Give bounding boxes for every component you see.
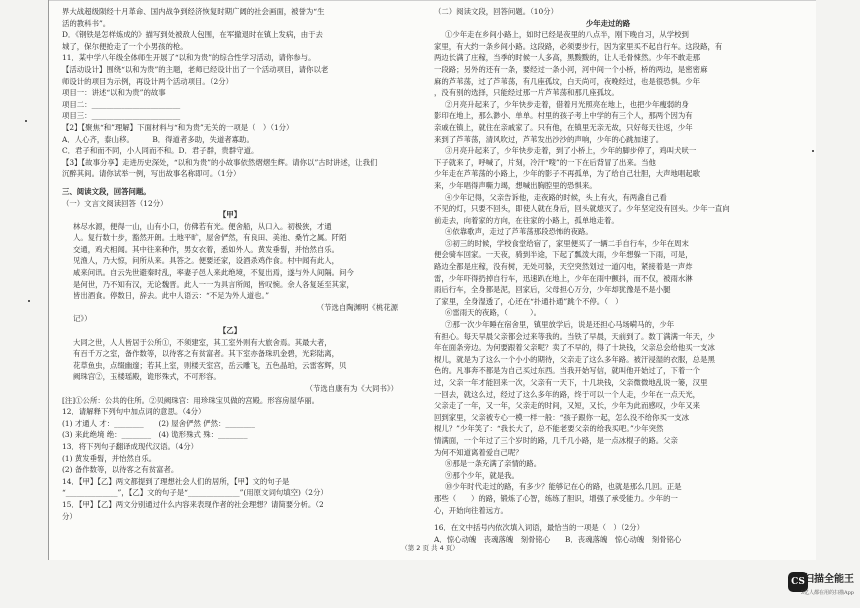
right-column-line: 麻的芦苇荡，过了芦苇荡，有几座孤坟，白天尚可，夜晚经过，也是很恐惧。少年 <box>434 76 701 86</box>
left-column-line: （一）文言文阅读回答（12分） <box>62 198 168 208</box>
left-column-line: 14．【甲】【乙】两文都提到了理想社会人们的居所，【甲】文的句子是 <box>62 476 290 486</box>
binding-margin-line <box>48 0 49 560</box>
right-column-line: ⑧那是一条充满了亲情的路。 <box>445 459 542 469</box>
left-column-line: 分） <box>62 511 77 521</box>
right-column-line: 少年走过的路 <box>585 18 631 28</box>
left-column-line: D．《钢铁是怎样炼成的》描写到处被敌人包围，在军撤退时在镇上发病，由于去 <box>62 30 323 40</box>
right-column-line: 两边长满了庄稼，当季的时候一人多高，黑黢黢的，让人毛骨悚然。少年不敢走那 <box>434 53 701 63</box>
right-column-line: ⑤初三的时候，学校食堂给宿了，家里便买了一辆二手自行车，少年在周末 <box>445 238 689 248</box>
right-column-line: 情满面，一个年过了三个岁时的路，几千几小路，是一点冰棍子的路。父亲 <box>434 435 678 445</box>
left-column-line: (2) 备作数等，以待客之有贫富者。 <box>62 465 179 475</box>
right-column-line: A．惊心动魄 丧魂落魄 刻骨铭心 B．丧魂落魄 惊心动魄 刻骨铭心 <box>434 534 682 544</box>
right-column-line: 心，开始向往着远方。 <box>434 505 508 515</box>
right-column-line: ②月亮升起来了，少年快步走着，借着月光照亮在地上，也把少年瘦弱的身 <box>445 99 689 109</box>
right-column-line: 那些（ ）的路，锻炼了心智，练练了胆识，增强了承受能力。少年的一 <box>434 493 678 503</box>
scan-speck <box>25 120 27 122</box>
left-column-line: (3) 来此绝境 绝：________ (4) 诡形殊式 殊：________ <box>62 430 248 440</box>
left-column-line: 11．某中学八年级全体师生开展了“以和为贵”的综合性学习活动，请你参与。 <box>62 53 316 63</box>
right-column-line: ③月亮升起来了，少年快步走着，到了小桥上，少年的脚步停了，鸡叫犬吠一 <box>445 146 697 156</box>
left-column-line: C．君子和而不同，小人同而不和。D．君子群，贵群守道。 <box>62 146 259 156</box>
right-column-line: ⑨那个少年，就是我。 <box>445 470 519 480</box>
left-column-line: 有百千万之室，备作数等，以待客之有贫富者。其下室亦备珠玑金碧，光彩陆离， <box>73 349 340 359</box>
right-column-line: 年在面条旁边。为何要跟着父亲呢？卖了不早的，得了十块钱，父亲总会给他买一支冰 <box>434 343 715 353</box>
left-column-line: 【活动设计】围绕“以和为贵”的主题，老师已经设计出了一个活动项目，请你以老 <box>62 64 329 74</box>
left-column-line: 见渔人，乃大惊，问所从来。具答之。便要还家，设酒杀鸡作食。村中闻有此人， <box>73 256 340 266</box>
right-column-line: 了家里，全身湿透了，心还在“扑通扑通”跳个不停。（ ） <box>434 296 623 306</box>
left-column-line: 城了，保尔便抢走了一个小男孩的枪。 <box>62 41 188 51</box>
right-column-line: 色的。凡事奔不都是为自己买过东西。当我开始写信，就叫他开始过了，下着一个 <box>434 366 701 376</box>
scanner-app-subtitle: 3亿人都在用的扫描App <box>800 590 854 596</box>
left-column-line: （节选自康有为《大同书》） <box>305 384 398 393</box>
right-column-line: （二）阅读文段，回答问题。（10分） <box>434 7 558 16</box>
right-column-line: ④少年记得，父亲告诉他，走夜路的时候，头上有火，有两盏自己看 <box>445 192 667 202</box>
right-column-line: 一段路；另外的还有一条，要经过一条小河，河中间一个小桥，桥的两边，是密密麻 <box>434 64 708 74</box>
right-column-line: 一回去，就这么过，经过了这么多年的路，终于可以一个人走，少年在一点天光， <box>434 389 701 399</box>
left-column-line: 记》） <box>73 314 92 324</box>
left-column-line: 【甲】 <box>218 210 242 220</box>
left-column-line: 13．将下列句子翻译成现代汉语。（4分） <box>62 441 199 451</box>
right-column-line: 父亲走了一年，又一年，父亲走的时间，又短，又长，少年为此而感叹，少年又来 <box>434 401 701 411</box>
right-column-line: 来，少年唱得声嘶力竭，想喊出胸腔里的恐惧来。 <box>434 180 597 190</box>
left-column-line: 12．请解释下列句中加点词的意思。（4分） <box>62 407 206 417</box>
right-column-line: ⑥雷雨天的夜路，（ ）。 <box>445 308 542 318</box>
right-column-line: 下子就来了，呼喊了，片刻，冷汗“嗖”的一下在后背冒了出来。当他 <box>434 157 656 167</box>
right-column-line: 过，父亲一年才能回来一次，父亲有一天下，十几块钱，父亲微微地乱说一篓，汉里 <box>434 378 708 387</box>
left-column-line: (1) 黄发垂髫，并怡然自乐。 <box>62 453 157 463</box>
left-column-line: 【2】【聚焦“和”理解】下面材料与“和为贵”无关的一项是（ ）（1分） <box>62 122 294 132</box>
left-column-line: 是何世，乃不知有汉，无论魏晋。此人一一为具言所闻，皆叹惋。余人各复延至其家， <box>73 279 354 289</box>
scanner-logo-icon: CS <box>788 572 808 592</box>
right-column-line: 16．在文中括号内依次填入词语，最恰当的一项是（ ）（2分） <box>434 523 644 533</box>
right-column-line: ，没有别的选择，只能经过那一片芦苇荡和那几座孤坟。 <box>434 88 619 98</box>
right-column-line: 少年走在芦苇荡的小路上，少年的影子不再孤单，为了给自己壮胆，大声地唱起歌 <box>434 169 701 179</box>
left-column-line: 阙珠宫②，玉楼瑶殿，诡形殊式，不可形容。 <box>73 372 221 382</box>
right-column <box>434 6 782 545</box>
right-column-line: 前走去，向着家的方向，在往家的小路上，孤单地走着。 <box>434 215 619 225</box>
right-column-line: 便会骑车回家。一天夜，骑到半途，下起了瓢泼大雨，少年想躲一下雨，可是， <box>434 250 693 260</box>
left-column-line: “______________”，【乙】文的句子是“______________”(用原文词句填空)（2分） <box>62 488 328 498</box>
right-column-line: 影印在地上，那么渺小、单单。村里的孩子考上中学的有三个人，那两个因为有 <box>434 111 693 121</box>
left-column-line: (1) 才通人 才：________ (2) 屋舍俨然 俨然：________ <box>62 418 255 428</box>
left-column-line: 【乙】 <box>218 326 242 336</box>
left-column-line: 师设计的项目为示例，再设计两个活动项目。（2分） <box>62 76 233 86</box>
right-column-line: 家里，有大约一条乡间小路。这段路，必须要步行，因为家里买不起自行车。这段路，有 <box>434 41 723 51</box>
left-column-line: [注]①公所：公共的住所。②贝阙珠宫：用珍珠宝贝做的宫殿。形容房屋华丽。 <box>62 395 320 405</box>
sheet-top-edge <box>48 0 816 1</box>
left-column-line: 项目三：________________________ <box>62 111 181 121</box>
scan-speck <box>812 150 814 152</box>
right-column-line: 回到家里，父亲被专心一模一样一般：“孩子跟你一起，怎么没不给你买一支冰 <box>434 412 690 422</box>
right-column-line: 棍儿，就是为了这么一个小小的期待，父亲走了这么多年路。被汗浸湿的衣服，总是黑 <box>434 354 715 364</box>
left-column-line: 项目一：讲述“以和为贵”的故事 <box>62 88 166 98</box>
left-column-line: 人。复行数十步，豁然开朗。土地平旷，屋舍俨然，有良田、美池、桑竹之属。阡陌 <box>73 233 347 243</box>
left-column-line: 三、阅读文段，回答问题。 <box>62 186 151 196</box>
right-column-line: ①少年走在乡间小路上，如时已经是夜里的八点半，刚下晚自习，从学校到 <box>445 30 689 40</box>
right-column-line: ⑩少年时代走过的路，有多少？能够记在心的路，也就是那么几回。正是 <box>445 482 682 492</box>
left-column-line: 活的教科书”。 <box>62 18 111 28</box>
left-column-line: （节选自陶渊明《桃花源 <box>316 302 398 312</box>
right-column-line: 来到了芦苇荡，清风吹过，芦苇发出沙沙的声响，少年的心跳加速了。 <box>434 134 664 144</box>
left-column-line: 沉醉其间。请你试举一例，写出故事名称即可。（1分） <box>62 169 241 179</box>
right-column-line: ④依靠歌声，走过了芦苇荡那段恐怖的夜路。 <box>445 227 593 237</box>
left-column-line: 花草鱼虫，点缀幽邃；若其上室，则楼天室宫，岳云雕飞，五色晶珀，云雷客辉，贝 <box>73 360 347 370</box>
left-column-line: 皆出酒食。停数日，辞去。此中人语云：“不足为外人道也。” <box>73 291 270 301</box>
right-column-line: 路边全都是庄稼，没有树，无处可躲，天空突然划过一道闪电，紧接着是一声炸 <box>434 262 693 272</box>
left-column-line: 大同之世，人人皆居于公所①，不须建室，其工室外则有大旅舍焉。其最大者， <box>73 337 332 347</box>
right-column-line: 为何不知道离着爱自己呢？ <box>434 447 523 457</box>
left-column-line: A．人心齐，泰山移。 B．得道者多助，失道者寡助。 <box>62 134 254 144</box>
right-column-line: 雷，少年吓得扔掉自行车，迅速趴在地上，少年在雨中颤抖，而不仅，被雨水淋 <box>434 273 693 283</box>
right-column-line: ⑦那一次少年睡在宿舍里，镇里放学后，说是还担心马场嗬马的，少年 <box>445 320 675 330</box>
right-column-line: 不见的灯，只要不回头，即使人就在身后，回头就熄灭了。少年坚定没有回头。少年一直向 <box>434 204 730 214</box>
right-column-line: 棍儿？”少年笑了：“我长大了，总不能老要父亲的给我买吧。”少年突然 <box>434 424 664 434</box>
right-column-line: 雨后行车，全身都是泥，回家后，父母担心万分，少年却犹豫是不是小腿 <box>434 285 671 295</box>
left-column <box>62 6 398 522</box>
page-footer: （第 2 页 共 4 页） <box>401 544 459 552</box>
right-column-line: 亲戚在镇上，就住在亲戚家了。只有他，在镇里无亲无故，只好每天往返，少年 <box>434 122 693 132</box>
left-column-line: 林尽水源，便得一山，山有小口，仿佛若有光。便舍船，从口入。初极狭，才通 <box>73 221 332 231</box>
scanner-app-name: 扫描全能王 <box>804 574 854 585</box>
right-column-line: 有担心。每天早晨父亲都会过来等我的。当铁了早晨，天前到了。数丁满满一年天，少 <box>434 331 715 341</box>
left-column-line: 界大战超级陨经十月革命、国内战争到经济恢复时期广阔的社会画面，被誉为“生 <box>62 7 325 16</box>
left-column-line: 咸来问讯。自云先世避秦时乱，率妻子邑人来此绝境，不复出焉，遂与外人间隔。问今 <box>73 268 354 278</box>
scan-speck <box>28 300 30 302</box>
left-column-line: 15．【甲】【乙】两文分别通过什么内容来表现作者的社会理想？请简要分析。（2 <box>62 499 324 509</box>
left-column-line: 交通，鸡犬相闻。其中往来种作，男女衣着，悉如外人。黄发垂髫，并怡然自乐。 <box>73 244 340 254</box>
left-column-line: 【3】【故事分享】走进历史深处，“以和为贵”的小故事依然熠熠生辉。请你以”古时讲述，让我们 <box>62 157 378 167</box>
left-column-line: 项目二：________________________ <box>62 99 181 109</box>
